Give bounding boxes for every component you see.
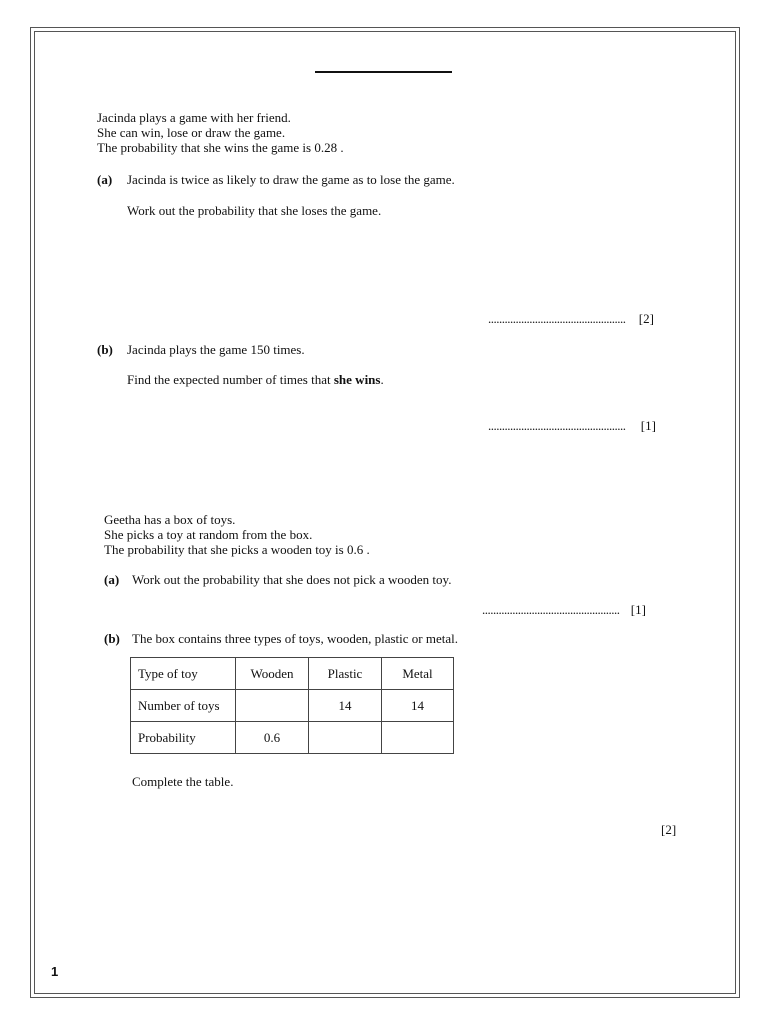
q2a-marks: [1] bbox=[630, 602, 646, 617]
q1-intro-line-2: She can win, lose or draw the game. bbox=[97, 125, 286, 140]
q2b-marks: [2] bbox=[661, 822, 677, 837]
q1b-label: (b) bbox=[97, 342, 113, 357]
q1b-text: Jacinda plays the game 150 times. bbox=[127, 342, 305, 357]
table-row-label: Number of toys bbox=[131, 690, 236, 722]
q1a-text: Jacinda is twice as likely to draw the game as to lose the game. bbox=[127, 172, 455, 187]
title-underline bbox=[315, 71, 452, 73]
table-cell-input[interactable] bbox=[236, 690, 309, 722]
table-cell: 14 bbox=[309, 690, 382, 722]
q1b-instruction bbox=[127, 372, 384, 387]
q2a-label: (a) bbox=[104, 572, 120, 587]
q2a-answer-line[interactable]: .................................................. bbox=[482, 602, 620, 617]
q2b-text: The box contains three types of toys, wooden, plastic or metal. bbox=[132, 631, 459, 646]
q1a-answer-line[interactable]: .................................................. bbox=[488, 311, 626, 326]
toys-table bbox=[130, 657, 454, 754]
q1b-answer-line[interactable]: .................................................. bbox=[488, 418, 626, 433]
table-row bbox=[131, 722, 454, 754]
table-row bbox=[131, 690, 454, 722]
table-cell-input[interactable] bbox=[382, 722, 454, 754]
q1-intro-line-3: The probability that she wins the game is 0.28 . bbox=[97, 140, 344, 155]
q1a-marks: [2] bbox=[638, 311, 654, 326]
q2b-label: (b) bbox=[104, 631, 120, 646]
q1b-instruction-bold: she wins bbox=[333, 372, 381, 387]
q1a-label: (a) bbox=[97, 172, 113, 187]
table-cell: 0.6 bbox=[236, 722, 309, 754]
table-cell-input[interactable] bbox=[309, 722, 382, 754]
q2a-text: Work out the probability that she does not pick a wooden toy. bbox=[132, 572, 452, 587]
q1b-answer-row bbox=[488, 418, 656, 434]
q2a-answer-row bbox=[482, 602, 646, 618]
q2b-instruction: Complete the table. bbox=[132, 774, 234, 789]
table-header-cell: Type of toy bbox=[131, 658, 236, 690]
q1-intro-line-1: Jacinda plays a game with her friend. bbox=[97, 110, 291, 125]
q2-intro-line-1: Geetha has a box of toys. bbox=[104, 512, 236, 527]
page-number: 1 bbox=[51, 964, 59, 979]
table-cell: 14 bbox=[382, 690, 454, 722]
q1b-instruction-end: . bbox=[380, 372, 384, 387]
q1a-instruction: Work out the probability that she loses the game. bbox=[127, 203, 382, 218]
q1a-answer-row bbox=[488, 311, 654, 327]
table-header-row bbox=[131, 658, 454, 690]
table-row-label: Probability bbox=[131, 722, 236, 754]
table-header-cell: Plastic bbox=[309, 658, 382, 690]
q1b-instruction-start: Find the expected number of times that bbox=[127, 372, 334, 387]
table-header-cell: Wooden bbox=[236, 658, 309, 690]
q1b-marks: [1] bbox=[640, 418, 656, 433]
q2-intro-line-3: The probability that she picks a wooden toy is 0.6 . bbox=[104, 542, 370, 557]
q2-intro-line-2: She picks a toy at random from the box. bbox=[104, 527, 313, 542]
table-header-cell: Metal bbox=[382, 658, 454, 690]
